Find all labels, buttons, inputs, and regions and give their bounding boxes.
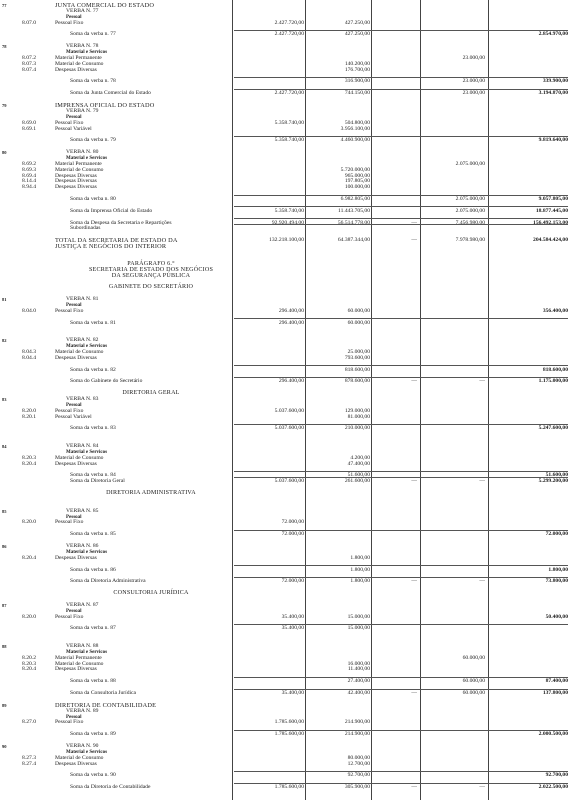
cell-col-4: 7.978.980,00 [455, 237, 485, 244]
cell-col-2: 214.900,00 [344, 731, 370, 738]
row-description: Material de Consumo [55, 60, 104, 67]
cell-col-1: 72.000,00 [281, 519, 304, 526]
row-description: Material de Consumo [55, 660, 104, 667]
cell-col-1: 35.400,00 [281, 625, 304, 632]
account-code: 8.04.4 [22, 354, 36, 361]
cell-col-1: 1.785.600,00 [274, 731, 304, 738]
account-code: 8.07.3 [22, 60, 36, 67]
cell-col-2: 60.000,00 [347, 319, 370, 326]
account-code: 8.20.4 [22, 554, 36, 561]
cell-col-4: — [479, 784, 485, 790]
subtotal-rule [234, 771, 568, 772]
row-description: CONSULTORIA JURÍDICA [113, 590, 189, 596]
subtotal-rule [234, 218, 568, 219]
row-description: VERBA N. 80 [66, 149, 99, 155]
cell-col-2: 56.514.778,00 [337, 219, 370, 226]
cell-total: 156.492.153,00 [533, 219, 568, 226]
subtotal-rule [234, 136, 568, 137]
row-description: Pessoal Fixo [55, 19, 84, 26]
row-description: Despesas Diversas [55, 66, 97, 73]
subtotal-rule [234, 577, 568, 578]
cell-col-4: 23.000,00 [462, 78, 485, 85]
row-description: Soma da verba n. 83 [70, 425, 116, 432]
row-description: Soma da verba n. 79 [70, 137, 116, 144]
cell-col-2: 793.600,00 [344, 354, 370, 361]
subtotal-rule [234, 477, 568, 478]
row-description: SECRETARIA DE ESTADO DOS NEGÓCIOS [88, 266, 214, 273]
row-description: TOTAL DA SECRETARIA DE ESTADO DA [55, 237, 178, 245]
verba-number: 88 [2, 643, 7, 649]
row-description: Pessoal Fixo [55, 613, 84, 620]
cell-col-2: 1.800,00 [350, 578, 370, 585]
cell-total: 818.600,00 [542, 366, 568, 373]
subtotal-rule [234, 783, 568, 784]
row-description: Soma da verba n. 80 [70, 196, 116, 202]
cell-col-4: 60.000,00 [462, 678, 485, 685]
account-code: 8.07.2 [22, 54, 36, 61]
cell-col-3: — [411, 219, 417, 226]
row-description: Soma da Diretoria Geral [70, 478, 125, 485]
subtotal-rule [234, 624, 568, 625]
row-description: VERBA N. 86 [66, 543, 99, 549]
cell-col-2: 965.000,00 [344, 172, 370, 179]
account-code: 8.69.4 [22, 172, 36, 179]
subtotal-rule [234, 224, 568, 225]
subtotal-rule [234, 30, 568, 31]
row-description: Pessoal [66, 514, 82, 520]
account-code: 8.27.3 [22, 754, 36, 761]
verba-number: 78 [2, 44, 7, 50]
row-description: DIRETORIA GERAL [122, 390, 180, 397]
row-description: VERBA N. 77 [66, 7, 99, 14]
cell-col-3: — [411, 378, 417, 385]
cell-col-2: 210.000,00 [344, 425, 370, 432]
row-description: Soma do Gabinete do Secretário [70, 378, 143, 385]
row-description: VERBA N. 82 [66, 337, 99, 344]
row-description: Material e Servicos [66, 649, 108, 655]
account-code: 8.69.3 [22, 166, 36, 173]
cell-total: 339.900,00 [542, 78, 568, 85]
cell-col-2: 47.400,00 [347, 460, 370, 467]
cell-col-3: — [411, 578, 417, 585]
subtotal-rule [234, 318, 568, 319]
row-description: Despesas Diversas [55, 184, 97, 191]
verba-number: 81 [2, 297, 7, 302]
cell-total: 2.854.970,00 [538, 31, 568, 38]
row-description: Pessoal [66, 14, 82, 20]
cell-col-2: 4.460.900,00 [340, 137, 370, 144]
cell-col-2: 27.400,00 [347, 678, 370, 685]
row-description: Soma da verba n. 85 [70, 531, 116, 538]
account-code: 8.20.3 [22, 660, 36, 667]
row-description: Material e Servicos [66, 549, 108, 555]
cell-col-2: 1.800,00 [350, 566, 370, 573]
cell-col-1: 2.427.720,00 [274, 31, 304, 38]
cell-col-2: 305.900,00 [344, 784, 370, 790]
cell-col-2: 25.000,00 [347, 348, 370, 355]
row-description: Soma da verba n. 89 [70, 731, 116, 738]
row-description: Despesas Diversas [55, 666, 97, 673]
cell-col-2: 80.000,00 [347, 754, 370, 761]
cell-col-1: 296.400,00 [278, 319, 304, 326]
account-code: 8.20.0 [22, 519, 36, 526]
row-description: Material de Consumo [55, 348, 104, 355]
account-code: 8.94.4 [22, 184, 36, 191]
row-description: Soma da Junta Comercial do Estado [70, 90, 151, 97]
cell-col-1: 5.358.740,00 [274, 119, 304, 126]
cell-col-2: 878.600,00 [344, 378, 370, 385]
cell-col-1: 35.400,00 [281, 613, 304, 620]
cell-col-2: 64.387.344,00 [337, 237, 370, 244]
cell-col-1: 132.218.100,00 [269, 237, 304, 244]
row-description: Pessoal [66, 608, 82, 614]
cell-col-4: 23.000,00 [462, 54, 485, 61]
cell-col-4: 60.000,00 [462, 690, 485, 696]
cell-col-1: 2.427.720,00 [274, 19, 304, 26]
cell-col-2: 427.250,00 [344, 19, 370, 26]
cell-col-4: 23.000,00 [462, 90, 485, 97]
subtotal-rule [234, 530, 568, 531]
subtotal-rule [234, 195, 568, 196]
cell-col-2: 16.000,00 [347, 660, 370, 667]
cell-total: 1.175.000,00 [538, 378, 568, 385]
verba-number: 84 [2, 444, 7, 449]
cell-total: 18.877.445,00 [535, 207, 568, 214]
cell-col-2: 3.956.100,00 [340, 125, 370, 132]
cell-total: 92.700,00 [545, 772, 568, 779]
cell-total: 2.000.500,00 [538, 731, 568, 738]
cell-col-4: — [479, 378, 485, 385]
cell-col-4: 7.456.980,00 [455, 219, 485, 226]
cell-col-2: 15.000,00 [347, 625, 370, 632]
verba-number: 90 [2, 743, 7, 749]
row-description: Pessoal Variável [55, 413, 92, 420]
cell-col-1: 35.400,00 [281, 690, 304, 696]
cell-col-2: 214.900,00 [344, 719, 370, 726]
subtotal-rule [234, 365, 568, 366]
account-code: 8.07.4 [22, 66, 36, 73]
account-code: 8.20.3 [22, 454, 36, 461]
account-code: 8.04.0 [22, 307, 36, 314]
account-code: 8.04.3 [22, 348, 36, 355]
row-description: Soma da verba n. 87 [70, 625, 116, 632]
cell-col-2: 100.000,00 [344, 184, 370, 191]
subtotal-rule [234, 424, 568, 425]
subtotal-rule [234, 206, 568, 207]
row-description: Material Permanente [55, 654, 102, 661]
row-description: Pessoal Fixo [55, 719, 84, 726]
cell-col-2: 60.000,00 [347, 307, 370, 314]
row-description: JUSTIÇA E NEGÓCIOS DO INTERIOR [55, 243, 167, 251]
row-description: Despesas Diversas [55, 178, 97, 185]
row-description: Soma da verba n. 86 [70, 566, 116, 573]
row-description: Pessoal Fixo [55, 119, 84, 126]
cell-total: 50.400,00 [545, 613, 568, 620]
row-description: Pessoal Fixo [55, 407, 84, 414]
cell-total: 356.400,00 [542, 307, 568, 314]
row-description: Pessoal [66, 302, 82, 308]
cell-col-2: 427.250,00 [344, 31, 370, 38]
row-description: Despesas Diversas [55, 172, 97, 179]
cell-col-2: 504.800,00 [344, 119, 370, 126]
row-description: VERBA N. 89 [66, 707, 99, 714]
row-description: IMPRENSA OFICIAL DO ESTADO [55, 102, 155, 109]
verba-number: 83 [2, 397, 7, 402]
row-description: VERBA N. 87 [66, 601, 99, 608]
row-description: VERBA N. 84 [66, 443, 99, 449]
row-description: Material de Consumo [55, 754, 104, 761]
row-description: DA SEGURANÇA PÚBLICA [111, 272, 191, 279]
row-description: VERBA N. 88 [66, 642, 99, 649]
cell-col-1: 1.785.600,00 [274, 719, 304, 726]
row-description: Material e Servicos [66, 155, 108, 161]
subtotal-rule [234, 471, 568, 472]
cell-col-3: — [411, 784, 417, 790]
row-description: DIRETORIA DE CONTABILIDADE [55, 701, 157, 709]
row-description: Pessoal [66, 402, 82, 408]
cell-col-2: 42.400,00 [347, 690, 370, 696]
row-description: Despesas Diversas [55, 354, 97, 361]
row-description: Soma da Diretoria Administrativa [70, 578, 146, 585]
account-code: 8.20.0 [22, 407, 36, 414]
row-description: Material e Servicos [66, 749, 108, 755]
cell-total: 204.584.424,00 [533, 237, 568, 244]
account-code: 8.20.4 [22, 666, 36, 673]
row-description: Material e Servicos [66, 50, 108, 55]
cell-col-1: 5.037.600,00 [274, 425, 304, 432]
row-description: Material de Consumo [55, 166, 104, 173]
row-description: Soma da Diretoria de Contabilidade [70, 784, 151, 790]
cell-total: 9.819.640,00 [538, 137, 568, 144]
row-description: Soma da Consultoria Jurídica [70, 690, 137, 696]
account-code: 8.20.2 [22, 654, 36, 661]
cell-total: 87.400,00 [545, 678, 568, 685]
row-description: PARÁGRAFO 6.° [127, 260, 175, 267]
cell-col-1: 5.358.740,00 [274, 137, 304, 144]
cell-col-2: 316.900,00 [344, 78, 370, 85]
subtotal-rule [234, 77, 568, 78]
row-description: VERBA N. 78 [66, 43, 99, 50]
cell-col-4: — [479, 578, 485, 585]
cell-col-1: 5.037.600,00 [274, 478, 304, 485]
account-code: 8.07.0 [22, 19, 36, 26]
cell-total: 9.057.805,00 [538, 196, 568, 202]
cell-col-1: 72.000,00 [281, 531, 304, 538]
row-description: VERBA N. 81 [66, 296, 99, 302]
cell-col-1: 2.427.720,00 [274, 90, 304, 97]
cell-col-1: 296.400,00 [278, 378, 304, 385]
verba-number: 82 [2, 338, 7, 344]
verba-number: 85 [2, 508, 7, 514]
cell-total: 73.800,00 [545, 578, 568, 585]
cell-total: 1.800,00 [548, 566, 568, 573]
row-description: Material Permanente [55, 54, 102, 61]
row-description: DIRETORIA ADMINISTRATIVA [106, 490, 196, 496]
cell-col-2: 744.150,00 [344, 90, 370, 97]
row-description: GABINETE DO SECRETÁRIO [108, 284, 194, 291]
cell-total: 51.600,00 [545, 472, 568, 479]
cell-col-2: 11.400,00 [347, 666, 370, 673]
row-description: VERBA N. 79 [66, 107, 99, 114]
verba-number: 86 [2, 544, 7, 549]
verba-number: 79 [2, 103, 7, 108]
row-description: VERBA N. 90 [66, 742, 99, 749]
cell-col-2: 197.805,00 [344, 178, 370, 185]
row-description: Material e Servicos [66, 344, 108, 349]
subtotal-rule [234, 377, 568, 378]
account-code: 8.69.2 [22, 160, 36, 167]
cell-col-1: 5.037.600,00 [274, 407, 304, 414]
cell-col-2: 5.720.000,00 [340, 166, 370, 173]
cell-col-2: 6.982.805,00 [340, 196, 370, 202]
cell-total: 5.247.600,00 [538, 425, 568, 432]
row-description: Material de Consumo [55, 454, 104, 461]
cell-col-3: — [411, 478, 417, 485]
account-code: 8.27.0 [22, 719, 36, 726]
subtotal-rule [234, 730, 568, 731]
cell-total: 72.000,00 [545, 531, 568, 538]
row-description: Pessoal [66, 714, 82, 720]
cell-col-3: — [411, 690, 417, 696]
cell-col-1: 92.920.494,00 [271, 219, 304, 226]
row-description: Subordinadas [70, 225, 101, 232]
account-code: 8.14.4 [22, 178, 36, 185]
subtotal-rule [234, 89, 568, 90]
cell-col-2: 51.600,00 [347, 472, 370, 479]
cell-col-2: 1.800,00 [350, 554, 370, 561]
subtotal-rule [234, 677, 568, 678]
cell-total: 5.299.200,00 [538, 478, 568, 485]
verba-number: 89 [2, 702, 7, 708]
account-code: 8.69.0 [22, 119, 36, 126]
row-description: Soma da verba n. 78 [70, 78, 116, 85]
row-description: Pessoal Variável [55, 125, 92, 132]
cell-col-1: 296.400,00 [278, 307, 304, 314]
cell-col-2: 92.700,00 [347, 772, 370, 779]
cell-col-4: 60.000,00 [462, 654, 485, 661]
row-description: Soma da verba n. 90 [70, 772, 116, 779]
subtotal-rule [234, 565, 568, 566]
cell-col-4: 2.075.000,00 [455, 160, 485, 167]
cell-col-2: 261.600,00 [344, 478, 370, 485]
row-description: Despesas Diversas [55, 760, 97, 767]
cell-total: 2.022.500,00 [538, 784, 568, 790]
cell-col-2: 12.700,00 [347, 760, 370, 767]
row-description: Soma da verba n. 84 [70, 472, 116, 479]
cell-col-4: 2.075.000,00 [455, 196, 485, 202]
cell-total: 137.800,00 [542, 690, 568, 696]
row-description: Soma da Imprensa Oficial do Estado [70, 207, 153, 214]
account-code: 8.20.4 [22, 460, 36, 467]
row-description: Material Permanente [55, 160, 102, 167]
row-description: Pessoal Fixo [55, 307, 84, 314]
verba-number: 77 [2, 3, 7, 8]
account-code: 8.20.0 [22, 613, 36, 620]
subtotal-rule [234, 689, 568, 690]
row-description: VERBA N. 85 [66, 507, 99, 514]
cell-col-2: 81.000,00 [347, 413, 370, 420]
cell-col-2: 176.700,00 [344, 66, 370, 73]
cell-col-2: 818.600,00 [344, 366, 370, 373]
cell-col-2: 15.000,00 [347, 613, 370, 620]
account-code: 8.69.1 [22, 125, 36, 132]
row-description: Material e Servicos [66, 449, 108, 455]
row-description: Despesas Diversas [55, 460, 97, 467]
cell-col-1: 5.358.740,00 [274, 207, 304, 214]
row-description: Soma da verba n. 77 [70, 31, 116, 38]
table-row-subtotal [0, 783, 572, 792]
row-description: Despesas Diversas [55, 554, 97, 561]
cell-col-4: — [479, 478, 485, 485]
verba-number: 87 [2, 602, 7, 608]
cell-col-2: 11.443.705,00 [338, 207, 370, 214]
cell-col-2: 4.200,00 [350, 454, 370, 461]
row-description: VERBA N. 83 [66, 396, 99, 402]
row-description: Soma da verba n. 82 [70, 366, 116, 373]
cell-col-4: 2.075.000,00 [455, 207, 485, 214]
row-description: Pessoal [66, 114, 82, 120]
row-description: Pessoal Fixo [55, 519, 84, 526]
cell-col-2: 140.200,00 [344, 60, 370, 67]
row-description: Soma da verba n. 81 [70, 319, 116, 326]
account-code: 8.27.4 [22, 760, 36, 767]
cell-total: 3.194.870,00 [538, 90, 568, 97]
cell-col-1: 1.785.600,00 [274, 784, 304, 790]
cell-col-3: — [411, 237, 417, 244]
cell-col-1: 72.000,00 [281, 578, 304, 585]
row-description: Soma da verba n. 88 [70, 678, 116, 685]
account-code: 8.20.1 [22, 413, 36, 420]
verba-number: 80 [2, 150, 7, 155]
cell-col-2: 129.000,00 [344, 407, 370, 414]
row-description: Soma da Despesa da Secretaria e Repartições [70, 219, 172, 226]
row-description: JUNTA COMERCIAL DO ESTADO [55, 2, 155, 9]
